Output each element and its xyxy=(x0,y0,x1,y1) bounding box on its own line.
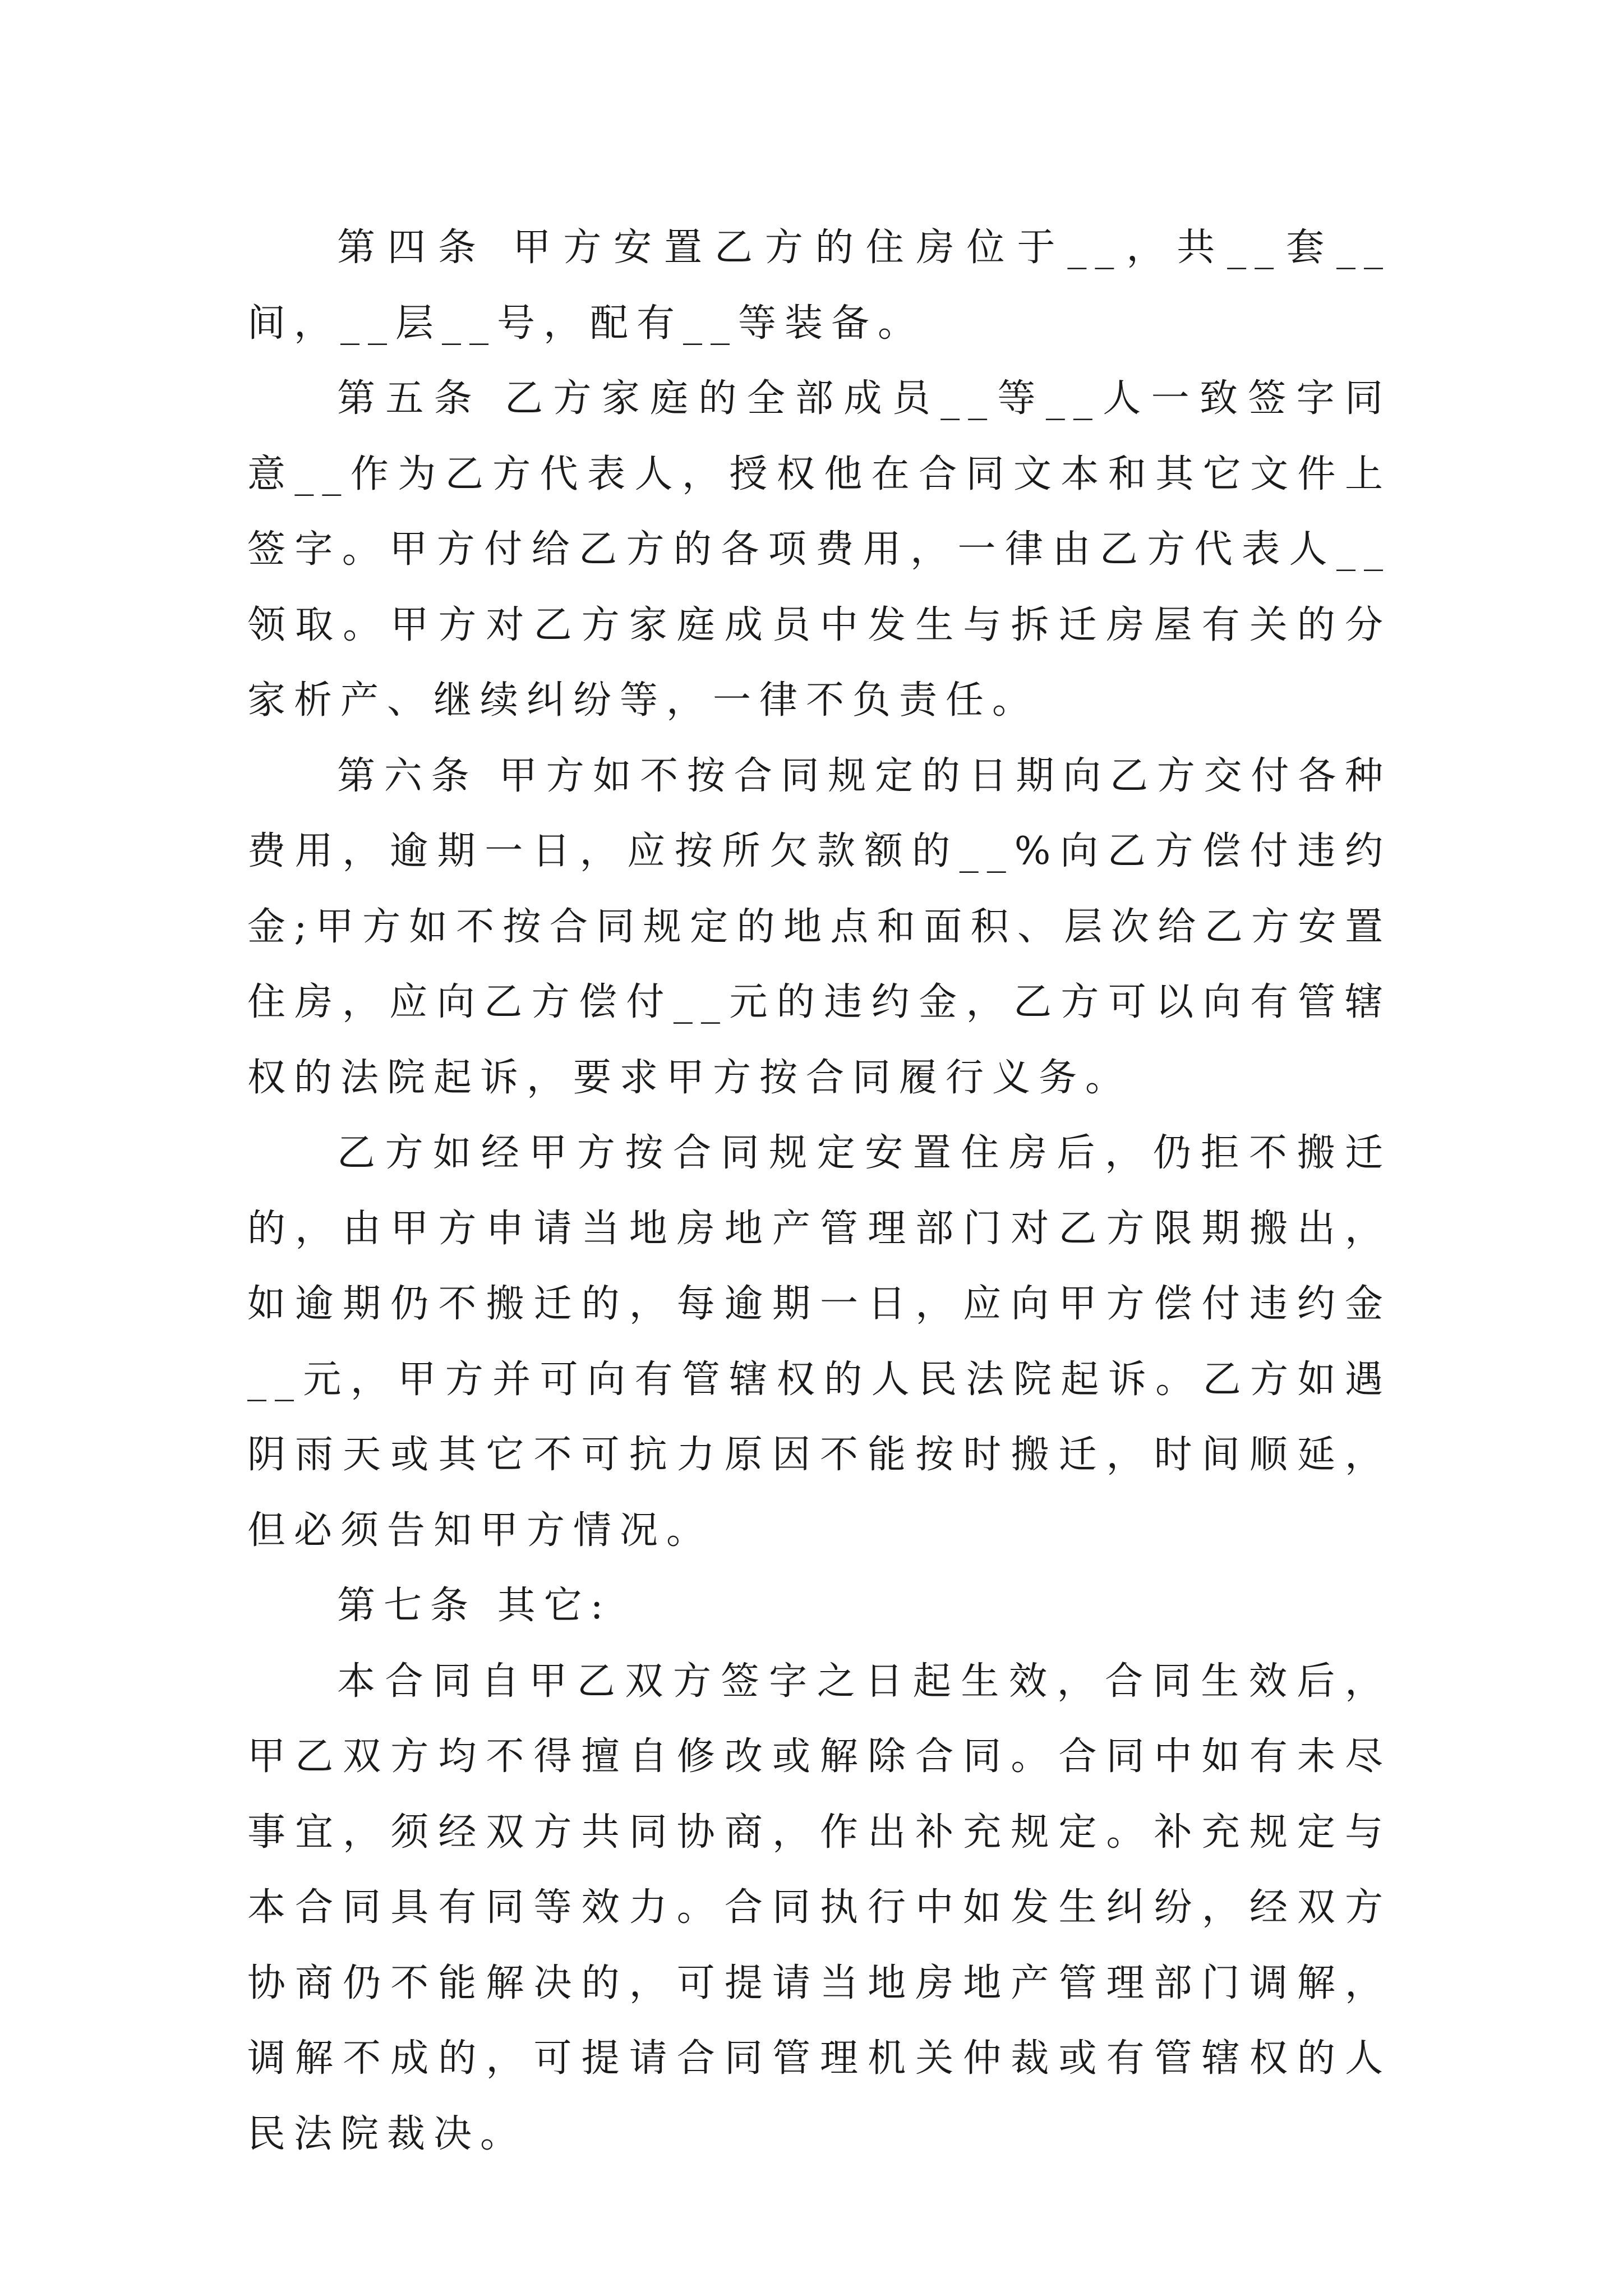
article-4-paragraph: 第四条 甲方安置乙方的住房位于__，共__套__间，__层__号，配有__等装备。 xyxy=(247,226,1391,346)
article-7-paragraph: 本合同自甲乙双方签字之日起生效，合同生效后，甲乙双方均不得擅自修改或解除合同。合同中如有未尽事宜，须经双方共同协商，作出补充规定。补充规定与本合同具有同等效力。合同执行中如发生纠纷，经双方协商仍不能解决的，可提请当地房地产管理部门调解，调解不成的，可提请合同管理机关仲裁或有管辖权的人民法院裁决。 xyxy=(247,1659,1391,2156)
article-6-paragraph: 第六条 甲方如不按合同规定的日期向乙方交付各种费用，逾期一日，应按所欠款额的__%向乙方偿付违约金;甲方如不按合同规定的地点和面积、层次给乙方安置住房，应向乙方偿付__元的违约金，乙方可以向有管辖权的法院起诉，要求甲方按合同履行义务。 xyxy=(247,753,1391,1100)
article-5-paragraph: 第五条 乙方家庭的全部成员__等__人一致签字同意__作为乙方代表人，授权他在合同文本和其它文件上签字。甲方付给乙方的各项费用，一律由乙方代表人__领取。甲方对乙方家庭成员中发生与拆迁房屋有关的分家析产、继续纠纷等，一律不负责任。 xyxy=(247,376,1391,723)
document-body xyxy=(247,210,1391,2172)
article-7-heading: 第七条 其它: xyxy=(337,1584,612,1628)
article-6-continuation-paragraph: 乙方如经甲方按合同规定安置住房后，仍拒不搬迁的，由甲方申请当地房地产管理部门对乙方限期搬出，如逾期仍不搬迁的，每逾期一日，应向甲方偿付违约金__元，甲方并可向有管辖权的人民法院起诉。乙方如遇阴雨天或其它不可抗力原因不能按时搬迁，时间顺延，但必须告知甲方情况。 xyxy=(247,1131,1391,1553)
